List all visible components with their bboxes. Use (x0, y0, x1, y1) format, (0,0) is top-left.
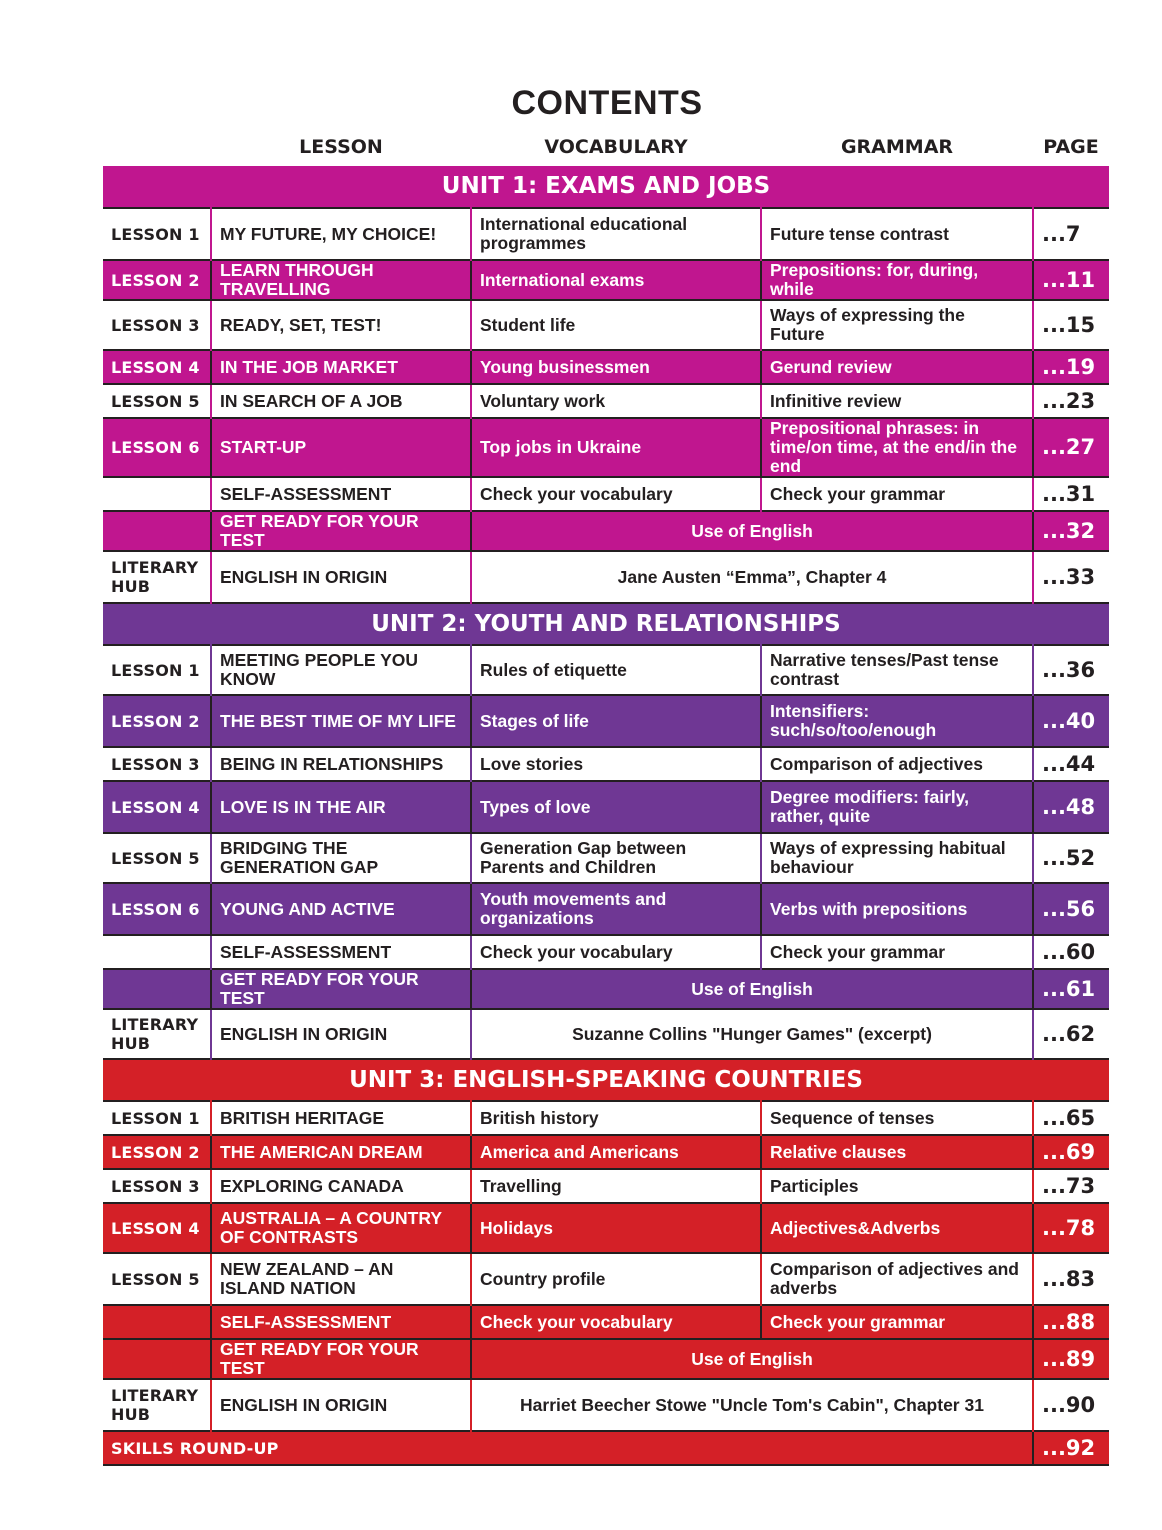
page-number[interactable]: ...27 (1033, 418, 1109, 477)
unit-header-row (103, 166, 1109, 208)
page-number[interactable]: ...56 (1033, 883, 1109, 935)
grammar-topic[interactable]: Sequence of tenses (761, 1101, 1033, 1135)
vocabulary-topic[interactable]: Voluntary work (471, 384, 761, 418)
page-number[interactable]: ...69 (1033, 1135, 1109, 1169)
vocabulary-topic[interactable]: British history (471, 1101, 761, 1135)
test-content[interactable]: Use of English (471, 511, 1033, 551)
vocabulary-topic[interactable]: Travelling (471, 1169, 761, 1203)
lesson-number[interactable] (103, 1305, 211, 1339)
grammar-topic[interactable]: Future tense contrast (761, 208, 1033, 260)
literary-hub-row[interactable] (103, 551, 1109, 603)
lesson-title[interactable]: AUSTRALIA – A COUNTRY OF CONTRASTS (211, 1203, 471, 1253)
lesson-number[interactable]: LESSON 1 (111, 1108, 200, 1128)
lesson-row[interactable] (103, 418, 1109, 477)
lesson-row[interactable] (103, 477, 1109, 511)
vocabulary-topic[interactable]: Check your vocabulary (471, 935, 761, 969)
hub-content[interactable]: Jane Austen “Emma”, Chapter 4 (471, 551, 1033, 603)
vocabulary-topic[interactable]: Check your vocabulary (471, 477, 761, 511)
hub-title[interactable]: ENGLISH IN ORIGIN (211, 1009, 471, 1059)
vocabulary-topic[interactable]: Types of love (471, 781, 761, 833)
literary-hub-label[interactable]: LITERARY HUB (111, 558, 199, 596)
lesson-title[interactable]: THE BEST TIME OF MY LIFE (211, 695, 471, 747)
page-number[interactable]: ...88 (1033, 1305, 1109, 1339)
grammar-topic[interactable]: Comparison of adjectives (761, 747, 1033, 781)
lesson-title[interactable]: LOVE IS IN THE AIR (211, 781, 471, 833)
lesson-number[interactable]: LESSON 3 (111, 1176, 200, 1196)
vocabulary-topic[interactable]: America and Americans (471, 1135, 761, 1169)
lesson-row[interactable] (103, 1135, 1109, 1169)
lesson-title[interactable]: BEING IN RELATIONSHIPS (211, 747, 471, 781)
unit-header-row (103, 1059, 1109, 1101)
grammar-topic[interactable]: Infinitive review (761, 384, 1033, 418)
lesson-title[interactable]: MEETING PEOPLE YOU KNOW (211, 645, 471, 695)
grammar-topic[interactable]: Degree modifiers: fairly, rather, quite (761, 781, 1033, 833)
page-number[interactable]: ...83 (1033, 1253, 1109, 1305)
unit-title: UNIT 2: YOUTH AND RELATIONSHIPS (103, 603, 1109, 645)
lesson-row[interactable] (103, 350, 1109, 384)
page-number[interactable]: ...61 (1033, 969, 1109, 1009)
hub-title[interactable]: ENGLISH IN ORIGIN (211, 1379, 471, 1431)
page-title: CONTENTS (511, 84, 703, 122)
test-row[interactable] (103, 1339, 1109, 1379)
test-row[interactable] (103, 969, 1109, 1009)
lesson-row[interactable] (103, 300, 1109, 350)
lesson-title[interactable]: EXPLORING CANADA (211, 1169, 471, 1203)
column-header-lesson: LESSON (299, 136, 383, 158)
literary-hub-label[interactable]: LITERARY HUB (111, 1386, 199, 1424)
column-header-grammar: GRAMMAR (840, 136, 954, 158)
grammar-topic[interactable]: Adjectives&Adverbs (761, 1203, 1033, 1253)
vocabulary-topic[interactable]: Holidays (471, 1203, 761, 1253)
grammar-topic[interactable]: Ways of expressing habitual behaviour (761, 833, 1033, 883)
lesson-row[interactable] (103, 260, 1109, 300)
vocabulary-topic[interactable]: Student life (471, 300, 761, 350)
grammar-topic[interactable]: Gerund review (761, 350, 1033, 384)
lesson-title[interactable]: SELF-ASSESSMENT (211, 477, 471, 511)
page-number[interactable]: ...90 (1033, 1379, 1109, 1431)
grammar-topic[interactable]: Comparison of adjectives and adverbs (761, 1253, 1033, 1305)
grammar-topic[interactable]: Check your grammar (761, 477, 1033, 511)
lesson-number[interactable]: LESSON 2 (103, 260, 211, 300)
page-number[interactable]: ...40 (1033, 695, 1109, 747)
test-content[interactable]: Use of English (471, 1339, 1033, 1379)
lesson-row[interactable] (103, 935, 1109, 969)
vocabulary-topic[interactable]: Stages of life (471, 695, 761, 747)
page-number[interactable]: ...32 (1033, 511, 1109, 551)
lesson-number[interactable] (103, 477, 211, 511)
lesson-number[interactable]: LESSON 4 (103, 1203, 211, 1253)
hub-title[interactable]: ENGLISH IN ORIGIN (211, 551, 471, 603)
lesson-row[interactable] (103, 695, 1109, 747)
lesson-number[interactable]: LESSON 5 (111, 848, 200, 868)
page-number[interactable]: ...19 (1033, 350, 1109, 384)
literary-hub-row[interactable] (103, 1379, 1109, 1431)
page-number[interactable]: ...65 (1033, 1101, 1109, 1135)
lesson-number[interactable]: LESSON 3 (111, 315, 200, 335)
page-number[interactable]: ...11 (1033, 260, 1109, 300)
lesson-title[interactable]: BRITISH HERITAGE (211, 1101, 471, 1135)
unit-header-row (103, 603, 1109, 645)
unit-title: UNIT 3: ENGLISH-SPEAKING COUNTRIES (103, 1059, 1109, 1101)
test-title[interactable]: GET READY FOR YOUR TEST (211, 511, 471, 551)
lesson-row[interactable] (103, 747, 1109, 781)
literary-hub-row[interactable] (103, 1009, 1109, 1059)
page-number[interactable]: ...60 (1033, 935, 1109, 969)
grammar-topic[interactable]: Relative clauses (761, 1135, 1033, 1169)
lesson-row[interactable] (103, 208, 1109, 260)
vocabulary-topic[interactable]: Check your vocabulary (471, 1305, 761, 1339)
page-number[interactable]: ...33 (1033, 551, 1109, 603)
empty-cell (103, 1339, 211, 1379)
vocabulary-topic[interactable]: Country profile (471, 1253, 761, 1305)
empty-cell (103, 969, 211, 1009)
lesson-number[interactable]: LESSON 1 (111, 224, 200, 244)
vocabulary-topic[interactable]: Young businessmen (471, 350, 761, 384)
contents-table (103, 166, 1109, 1466)
lesson-number[interactable]: LESSON 3 (111, 754, 200, 774)
lesson-row[interactable] (103, 645, 1109, 695)
grammar-topic[interactable]: Verbs with prepositions (761, 883, 1033, 935)
lesson-row[interactable] (103, 1169, 1109, 1203)
grammar-topic[interactable]: Prepositional phrases: in time/on time, at the end/in the end (761, 418, 1033, 477)
page-number[interactable]: ...89 (1033, 1339, 1109, 1379)
test-content[interactable]: Use of English (471, 969, 1033, 1009)
lesson-number[interactable]: LESSON 6 (103, 883, 211, 935)
lesson-row[interactable] (103, 1253, 1109, 1305)
vocabulary-topic[interactable]: Youth movements and organizations (471, 883, 761, 935)
page-number[interactable]: ...48 (1033, 781, 1109, 833)
grammar-topic[interactable]: Prepositions: for, during, while (761, 260, 1033, 300)
page-number[interactable]: ...62 (1033, 1009, 1109, 1059)
lesson-number[interactable] (103, 935, 211, 969)
lesson-row[interactable] (103, 781, 1109, 833)
lesson-title[interactable]: SELF-ASSESSMENT (211, 935, 471, 969)
empty-cell (103, 511, 211, 551)
unit-title: UNIT 1: EXAMS AND JOBS (103, 166, 1109, 208)
lesson-number[interactable]: LESSON 5 (111, 1269, 200, 1289)
page-number[interactable]: ...15 (1033, 300, 1109, 350)
page-number[interactable]: ...78 (1033, 1203, 1109, 1253)
grammar-topic[interactable]: Intensifiers: such/so/too/enough (761, 695, 1033, 747)
lesson-row[interactable] (103, 833, 1109, 883)
lesson-title[interactable]: MY FUTURE, MY CHOICE! (211, 208, 471, 260)
grammar-topic[interactable]: Ways of expressing the Future (761, 300, 1033, 350)
lesson-title[interactable]: IN SEARCH OF A JOB (211, 384, 471, 418)
vocabulary-topic[interactable]: Love stories (471, 747, 761, 781)
literary-hub-label[interactable]: LITERARY HUB (111, 1015, 199, 1053)
test-title[interactable]: GET READY FOR YOUR TEST (211, 969, 471, 1009)
lesson-row[interactable] (103, 1305, 1109, 1339)
page-number[interactable]: ...36 (1033, 645, 1109, 695)
lesson-title[interactable]: BRIDGING THE GENERATION GAP (211, 833, 471, 883)
lesson-title[interactable]: START-UP (211, 418, 471, 477)
lesson-title[interactable]: SELF-ASSESSMENT (211, 1305, 471, 1339)
lesson-title[interactable]: YOUNG AND ACTIVE (211, 883, 471, 935)
grammar-topic[interactable]: Participles (761, 1169, 1033, 1203)
lesson-title[interactable]: LEARN THROUGH TRAVELLING (211, 260, 471, 300)
vocabulary-topic[interactable]: Top jobs in Ukraine (471, 418, 761, 477)
page-number[interactable]: ...52 (1033, 833, 1109, 883)
lesson-title[interactable]: THE AMERICAN DREAM (211, 1135, 471, 1169)
grammar-topic[interactable]: Check your grammar (761, 1305, 1033, 1339)
grammar-topic[interactable]: Check your grammar (761, 935, 1033, 969)
vocabulary-topic[interactable]: International educational programmes (471, 208, 761, 260)
lesson-title[interactable]: NEW ZEALAND – AN ISLAND NATION (211, 1253, 471, 1305)
vocabulary-topic[interactable]: Generation Gap between Parents and Children (471, 833, 761, 883)
hub-content[interactable]: Harriet Beecher Stowe "Uncle Tom's Cabin", Chapter 31 (471, 1379, 1033, 1431)
vocabulary-topic[interactable]: International exams (471, 260, 761, 300)
test-title[interactable]: GET READY FOR YOUR TEST (211, 1339, 471, 1379)
page-number[interactable]: ...7 (1033, 208, 1109, 260)
page-number[interactable]: ...73 (1033, 1169, 1109, 1203)
lesson-title[interactable]: IN THE JOB MARKET (211, 350, 471, 384)
lesson-row[interactable] (103, 384, 1109, 418)
vocabulary-topic[interactable]: Rules of etiquette (471, 645, 761, 695)
lesson-number[interactable]: LESSON 2 (103, 695, 211, 747)
skills-roundup-row[interactable] (103, 1431, 1109, 1465)
column-header-page: PAGE (1043, 136, 1099, 158)
lesson-title[interactable]: READY, SET, TEST! (211, 300, 471, 350)
lesson-number[interactable]: LESSON 1 (111, 660, 200, 680)
lesson-row[interactable] (103, 883, 1109, 935)
page-number[interactable]: ...92 (1033, 1431, 1109, 1465)
page-number[interactable]: ...23 (1033, 384, 1109, 418)
lesson-number[interactable]: LESSON 2 (103, 1135, 211, 1169)
lesson-number[interactable]: LESSON 4 (103, 781, 211, 833)
lesson-number[interactable]: LESSON 6 (103, 418, 211, 477)
page-number[interactable]: ...31 (1033, 477, 1109, 511)
column-header-vocabulary: VOCABULARY (544, 136, 688, 158)
test-row[interactable] (103, 511, 1109, 551)
lesson-number[interactable]: LESSON 5 (111, 391, 200, 411)
lesson-number[interactable]: LESSON 4 (103, 350, 211, 384)
column-headers (103, 136, 1109, 166)
page-number[interactable]: ...44 (1033, 747, 1109, 781)
lesson-row[interactable] (103, 1203, 1109, 1253)
hub-content[interactable]: Suzanne Collins "Hunger Games" (excerpt) (471, 1009, 1033, 1059)
lesson-row[interactable] (103, 1101, 1109, 1135)
skills-roundup-label[interactable]: SKILLS ROUND-UP (103, 1431, 1033, 1465)
grammar-topic[interactable]: Narrative tenses/Past tense contrast (761, 645, 1033, 695)
